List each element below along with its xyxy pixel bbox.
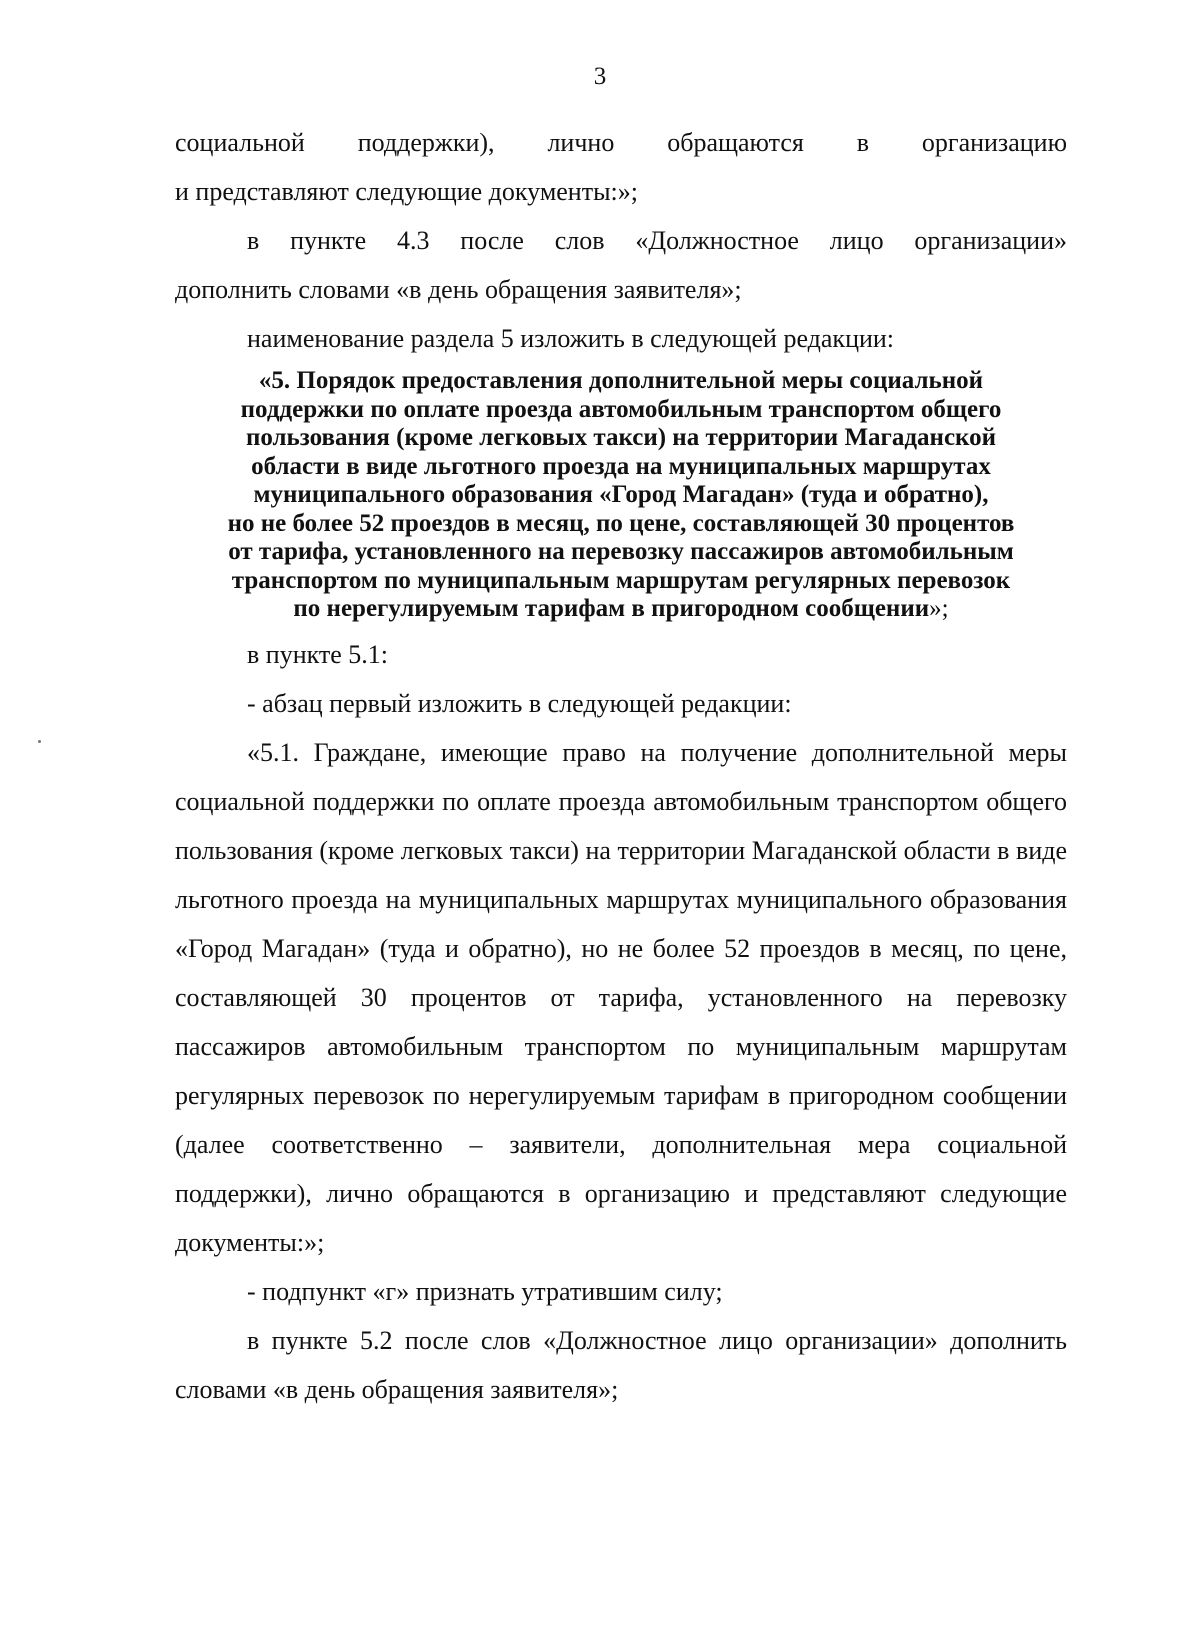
paragraph-continuation-end: и представляют следующие документы:»;: [175, 177, 638, 206]
heading-line-text: по нерегулируемым тарифам в пригородном сообщении: [293, 595, 930, 622]
paragraph-5-1-new-text: «5.1. Граждане, имеющие право на получение дополнительной меры социальной поддержки по оплате проезда автомобильным транспортом общего пользования (кроме легковых такси) на территории Магаданской области в виде льготного проезда на муниципальных маршрутах муниципального образования «Город Магадан» (туда и обратно), но не более 52 проездов в месяц, по цене, составляющей 30 процентов от тарифа, установленного на перевозку пассажиров автомобильным транспортом по муниципальным маршрутам регулярных перевозок по нерегулируемым тарифам в пригородном сообщении (далее соответственно – заявители, дополнительная мера социальной поддержки), лично обращаются в организацию и представляют следующие документы:»;: [175, 737, 1067, 1257]
paragraph-continuation-line: социальной поддержки), лично обращаются в организацию: [175, 128, 1067, 157]
page-number: 3: [593, 63, 607, 90]
paragraph-item-4-3-line1: в пункте 4.3 после слов «Должностное лицо организации»: [247, 226, 1067, 255]
heading-line: пользования (кроме легковых такси) на территории Магаданской: [245, 424, 997, 451]
heading-line: области в виде льготного проезда на муниципальных маршрутах: [251, 452, 991, 480]
paragraph-item-5-2: в пункте 5.2 после слов «Должностное лицо организации» дополнить словами «в день обращения заявителя»;: [175, 1325, 1067, 1404]
heading-line: поддержки по оплате проезда автомобильным транспортом общего: [240, 395, 1002, 423]
paragraph-subitem-g: - подпункт «г» признать утратившим силу;: [247, 1276, 723, 1306]
section-5-heading: [175, 367, 1067, 624]
heading-closing-quote: »;: [929, 595, 949, 622]
heading-line: транспортом по муниципальным маршрутам регулярных перевозок: [231, 566, 1011, 594]
paragraph-abzac-first: - абзац первый изложить в следующей редакции:: [247, 688, 792, 718]
document-body: [175, 118, 1067, 1414]
paragraph-section-5-title-intro: наименование раздела 5 изложить в следующей редакции:: [247, 324, 895, 353]
heading-line-last: [175, 595, 1067, 624]
paragraph-item-4-3-line2: дополнить словами «в день обращения заявителя»;: [175, 275, 742, 304]
heading-line: от тарифа, установленного на перевозку пассажиров автомобильным: [228, 538, 1014, 565]
heading-line: муниципального образования «Город Магадан» (туда и обратно),: [253, 481, 989, 508]
scan-speck: [38, 740, 41, 743]
heading-line: «5. Порядок предоставления дополнительной меры социальной: [258, 367, 984, 394]
heading-line: но не более 52 проездов в месяц, по цене, составляющей 30 процентов: [227, 509, 1015, 537]
paragraph-item-5-1: в пункте 5.1:: [247, 639, 389, 669]
